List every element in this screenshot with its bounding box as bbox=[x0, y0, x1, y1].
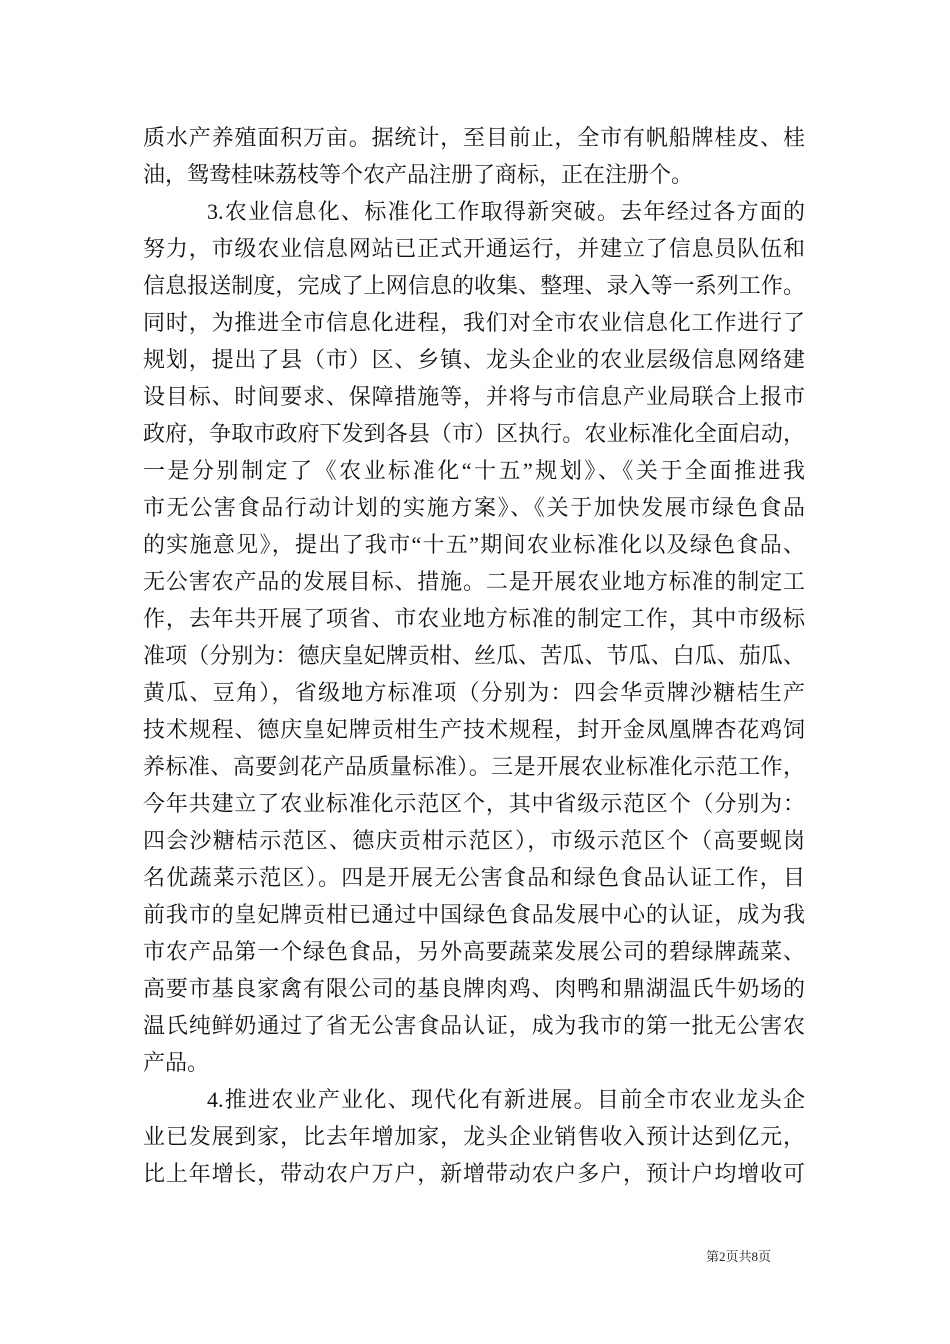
text-line: 努力，市级农业信息网站已正式开通运行，并建立了信息员队伍和 bbox=[143, 236, 805, 261]
text-line: 温氏纯鲜奶通过了省无公害食品认证，成为我市的第一批无公害农 bbox=[143, 1013, 805, 1038]
text-line: 名优蔬菜示范区）。四是开展无公害食品和绿色食品认证工作，目 bbox=[143, 865, 805, 890]
text-line: 油，鸳鸯桂味荔枝等个农产品注册了商标，正在注册个。 bbox=[143, 162, 694, 187]
text-line: 同时，为推进全市信息化进程，我们对全市农业信息化工作进行了 bbox=[143, 310, 805, 335]
text-line: 的实施意见》，提出了我市“十五”期间农业标准化以及绿色食品、 bbox=[143, 532, 805, 557]
text-line: 今年共建立了农业标准化示范区个，其中省级示范区个（分别为： bbox=[143, 791, 805, 816]
text-line: 4.推进农业产业化、现代化有新进展。目前全市农业龙头企 bbox=[207, 1087, 805, 1112]
text-line: 产品。 bbox=[143, 1050, 210, 1075]
text-line: 准项（分别为：德庆皇妃牌贡柑、丝瓜、苦瓜、节瓜、白瓜、茄瓜、 bbox=[143, 643, 805, 668]
text-line: 市无公害食品行动计划的实施方案》、《关于加快发展市绿色食品 bbox=[143, 495, 805, 520]
text-line: 无公害农产品的发展目标、措施。二是开展农业地方标准的制定工 bbox=[143, 569, 805, 594]
text-line: 质水产养殖面积万亩。据统计，至目前止，全市有帆船牌桂皮、桂 bbox=[143, 125, 805, 150]
text-line: 规划，提出了县（市）区、乡镇、龙头企业的农业层级信息网络建 bbox=[143, 347, 805, 372]
text-line: 技术规程、德庆皇妃牌贡柑生产技术规程，封开金凤凰牌杏花鸡饲 bbox=[143, 717, 805, 742]
text-line: 比上年增长，带动农户万户，新增带动农户多户，预计户均增收可 bbox=[143, 1161, 805, 1186]
text-line: 前我市的皇妃牌贡柑已通过中国绿色食品发展中心的认证，成为我 bbox=[143, 902, 805, 927]
text-line: 市农产品第一个绿色食品，另外高要蔬菜发展公司的碧绿牌蔬菜、 bbox=[143, 939, 805, 964]
text-line: 高要市基良家禽有限公司的基良牌肉鸡、肉鸭和鼎湖温氏牛奶场的 bbox=[143, 976, 805, 1001]
text-line: 设目标、时间要求、保障措施等，并将与市信息产业局联合上报市 bbox=[143, 384, 805, 409]
text-line: 一是分别制定了《农业标准化“十五”规划》、《关于全面推进我 bbox=[143, 458, 805, 483]
text-line: 业已发展到家，比去年增加家，龙头企业销售收入预计达到亿元， bbox=[143, 1124, 805, 1149]
text-line: 信息报送制度，完成了上网信息的收集、整理、录入等一系列工作。 bbox=[143, 273, 805, 298]
page-number-footer: 第2页共8页 bbox=[706, 1249, 772, 1264]
text-line: 政府，争取市政府下发到各县（市）区执行。农业标准化全面启动， bbox=[143, 421, 805, 446]
text-line: 养标准、高要剑花产品质量标准）。三是开展农业标准化示范工作， bbox=[143, 754, 805, 779]
text-line: 黄瓜、豆角），省级地方标准项（分别为：四会华贡牌沙糖桔生产 bbox=[143, 680, 805, 705]
text-line: 作，去年共开展了项省、市农业地方标准的制定工作，其中市级标 bbox=[143, 606, 805, 631]
text-line: 四会沙糖桔示范区、德庆贡柑示范区），市级示范区个（高要蚬岗 bbox=[143, 828, 805, 853]
text-line: 3.农业信息化、标准化工作取得新突破。去年经过各方面的 bbox=[207, 199, 805, 224]
